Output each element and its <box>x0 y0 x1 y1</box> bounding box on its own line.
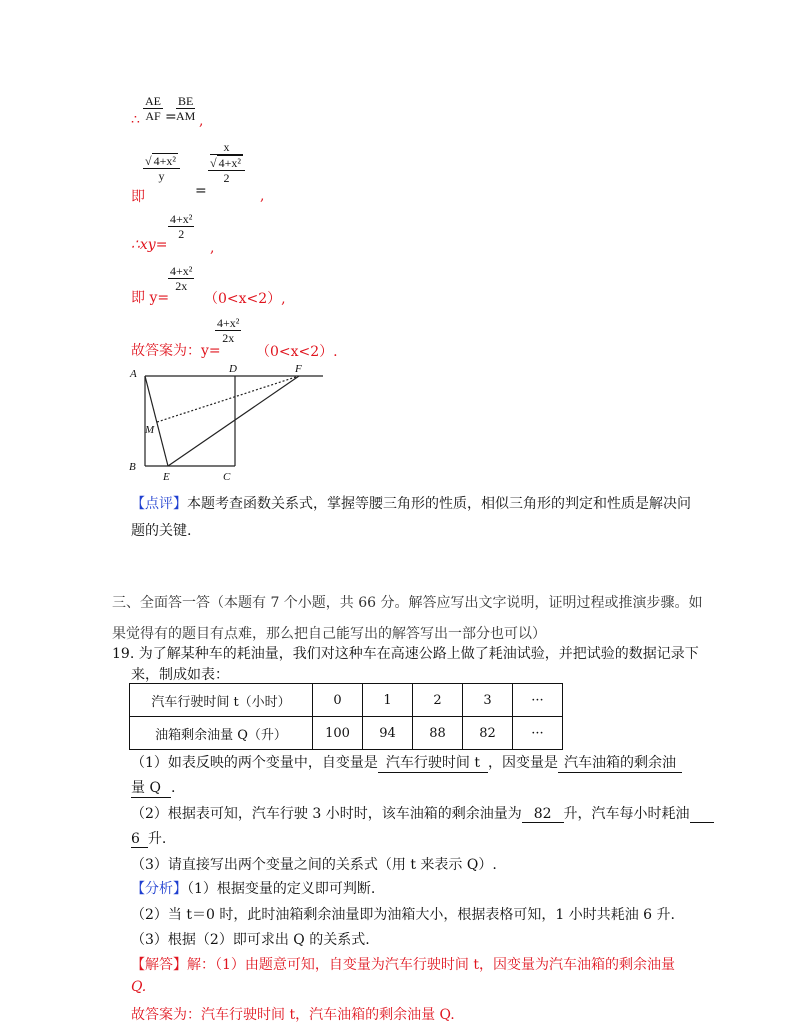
denominator: AF <box>145 109 161 123</box>
inner-radicand: 4+x² <box>218 156 241 170</box>
answer-blank: 6 <box>131 831 148 848</box>
label-d: D <box>229 363 237 375</box>
comment-line-1 <box>131 493 691 513</box>
section-heading-2: 果觉得有的题目有点难，那么把自己能写出的解答写出一部分也可以） <box>112 626 546 642</box>
label-a: A <box>130 368 137 380</box>
solution-text: 解：（1）由题意可知，自变量为汽车行驶时间 t，因变量为汽车油箱的剩余油量 <box>187 957 675 973</box>
table-cell: 0 <box>313 684 363 717</box>
denominator: y <box>158 169 165 183</box>
fraction-4x2-over-2 <box>168 212 194 241</box>
comma: , <box>260 188 265 204</box>
answer-label: 故答案为：y= <box>131 343 221 359</box>
denominator: AM <box>176 109 196 123</box>
radicand: 4+x² <box>153 154 176 168</box>
table-cell: 100 <box>313 717 363 750</box>
solution-line-2: Q. <box>131 979 147 995</box>
part-2-line-1 <box>131 803 714 823</box>
segment-ef <box>168 376 299 466</box>
row-header: 油箱剩余油量 Q（升） <box>130 717 313 750</box>
domain-condition: （0<x<2）, <box>204 291 286 307</box>
label-f: F <box>295 363 302 375</box>
numerator: x √ 4+x² <box>208 140 245 171</box>
data-table <box>129 683 563 750</box>
solution-tag: 【解答】 <box>131 957 187 973</box>
label-m: M <box>145 424 155 436</box>
part-2-text: （2）根据表可知，汽车行驶 3 小时时，该车油箱的剩余油量为 <box>131 806 522 822</box>
row-header: 汽车行驶时间 t（小时） <box>130 684 313 717</box>
part-1-text: . <box>170 780 176 796</box>
table-row <box>130 717 563 750</box>
analysis-line-3: （3）根据（2）即可求出 Q 的关系式. <box>131 932 370 948</box>
table-cell: 3 <box>463 684 513 717</box>
part-2-text: 升. <box>147 831 167 847</box>
comment-text: 本题考查函数关系式，掌握等腰三角形的性质，相似三角形的判定和性质是解决问 <box>187 496 691 512</box>
part-1-line-2 <box>131 777 175 798</box>
question-line-2: 来，制成如表： <box>131 667 229 683</box>
inner-numerator: x <box>210 140 243 155</box>
comma: , <box>210 240 215 256</box>
table-cell: 94 <box>363 717 413 750</box>
answer-blank: 汽车油箱的剩余油 <box>558 752 682 773</box>
denominator: 2 <box>178 227 185 241</box>
equals-sign: = <box>195 183 207 199</box>
numerator: 4+x² <box>170 264 193 278</box>
answer-blank-empty <box>690 806 714 823</box>
part-2-text: 升，汽车每小时耗油 <box>563 806 690 822</box>
table-cell: ··· <box>513 717 563 750</box>
denominator: 2x <box>175 279 188 293</box>
comment-line-2: 题的关键. <box>131 523 192 539</box>
geometry-figure <box>125 360 335 485</box>
table-cell: 88 <box>413 717 463 750</box>
segment-ae <box>145 376 168 466</box>
therefore-symbol: ∴ <box>131 112 140 128</box>
table-cell: 82 <box>463 717 513 750</box>
table-cell: 1 <box>363 684 413 717</box>
part-1-text: （1）如表反映的两个变量中，自变量是 <box>131 755 378 771</box>
answer-blank: 82 <box>522 806 564 823</box>
numerator: BE <box>178 94 194 108</box>
nested-fraction <box>208 140 245 185</box>
answer-blank: 汽车行驶时间 t <box>378 752 488 773</box>
part-3: （3）请直接写出两个变量之间的关系式（用 t 来表示 Q）. <box>131 857 497 873</box>
label-c: C <box>223 471 231 483</box>
analysis-tag: 【分析】 <box>131 881 187 897</box>
answer-blank: 量 Q <box>131 777 171 798</box>
fraction-be-am <box>176 94 195 123</box>
section-heading-1: 三、全面答一答（本题有 7 个小题，共 66 分。解答应写出文字说明，证明过程或推演步骤。如 <box>112 595 703 611</box>
question-line-1: 19. 为了解某种车的耗油量，我们对这种车在高速公路上做了耗油试验，并把试验的数据记录下 <box>112 646 699 662</box>
numerator: 4+x² <box>217 316 240 330</box>
solution-line-3: 故答案为：汽车行驶时间 t，汽车油箱的剩余油量 Q. <box>131 1007 455 1023</box>
segment-mf <box>157 376 299 422</box>
part-1-line-1 <box>131 752 682 773</box>
table-cell: ··· <box>513 684 563 717</box>
analysis-line-2: （2）当 t＝0 时，此时油箱剩余油量即为油箱大小，根据表格可知，1 小时共耗油 6 升. <box>131 907 675 923</box>
label-e: E <box>163 471 170 483</box>
denominator: 2x <box>222 331 235 345</box>
numerator: 4+x² <box>170 212 193 226</box>
analysis-text: （1）根据变量的定义即可判断. <box>187 881 376 897</box>
fraction-sqrt-over-y <box>143 153 180 183</box>
comment-tag: 【点评】 <box>131 496 187 512</box>
numerator: AE <box>145 94 161 108</box>
ji-label: 即 <box>131 189 145 205</box>
ji-y-equals: 即 y= <box>131 290 170 306</box>
solution-line-1 <box>131 954 675 974</box>
part-2-line-2 <box>131 828 166 848</box>
therefore-xy: ∴xy= <box>131 237 168 253</box>
domain-condition: （0<x<2）. <box>256 344 338 360</box>
part-1-text: ，因变量是 <box>487 755 558 771</box>
fraction-answer <box>215 316 241 345</box>
fraction-ae-af <box>143 94 163 123</box>
table-cell: 2 <box>413 684 463 717</box>
denominator: 2 <box>223 171 230 185</box>
equals-sign: = <box>165 109 177 125</box>
analysis-line-1 <box>131 878 375 898</box>
label-b: B <box>129 461 136 473</box>
fraction-4x2-over-2x <box>168 264 194 293</box>
numerator: √ 4+x² <box>143 153 180 169</box>
table-row <box>130 684 563 717</box>
comma: , <box>199 113 204 129</box>
